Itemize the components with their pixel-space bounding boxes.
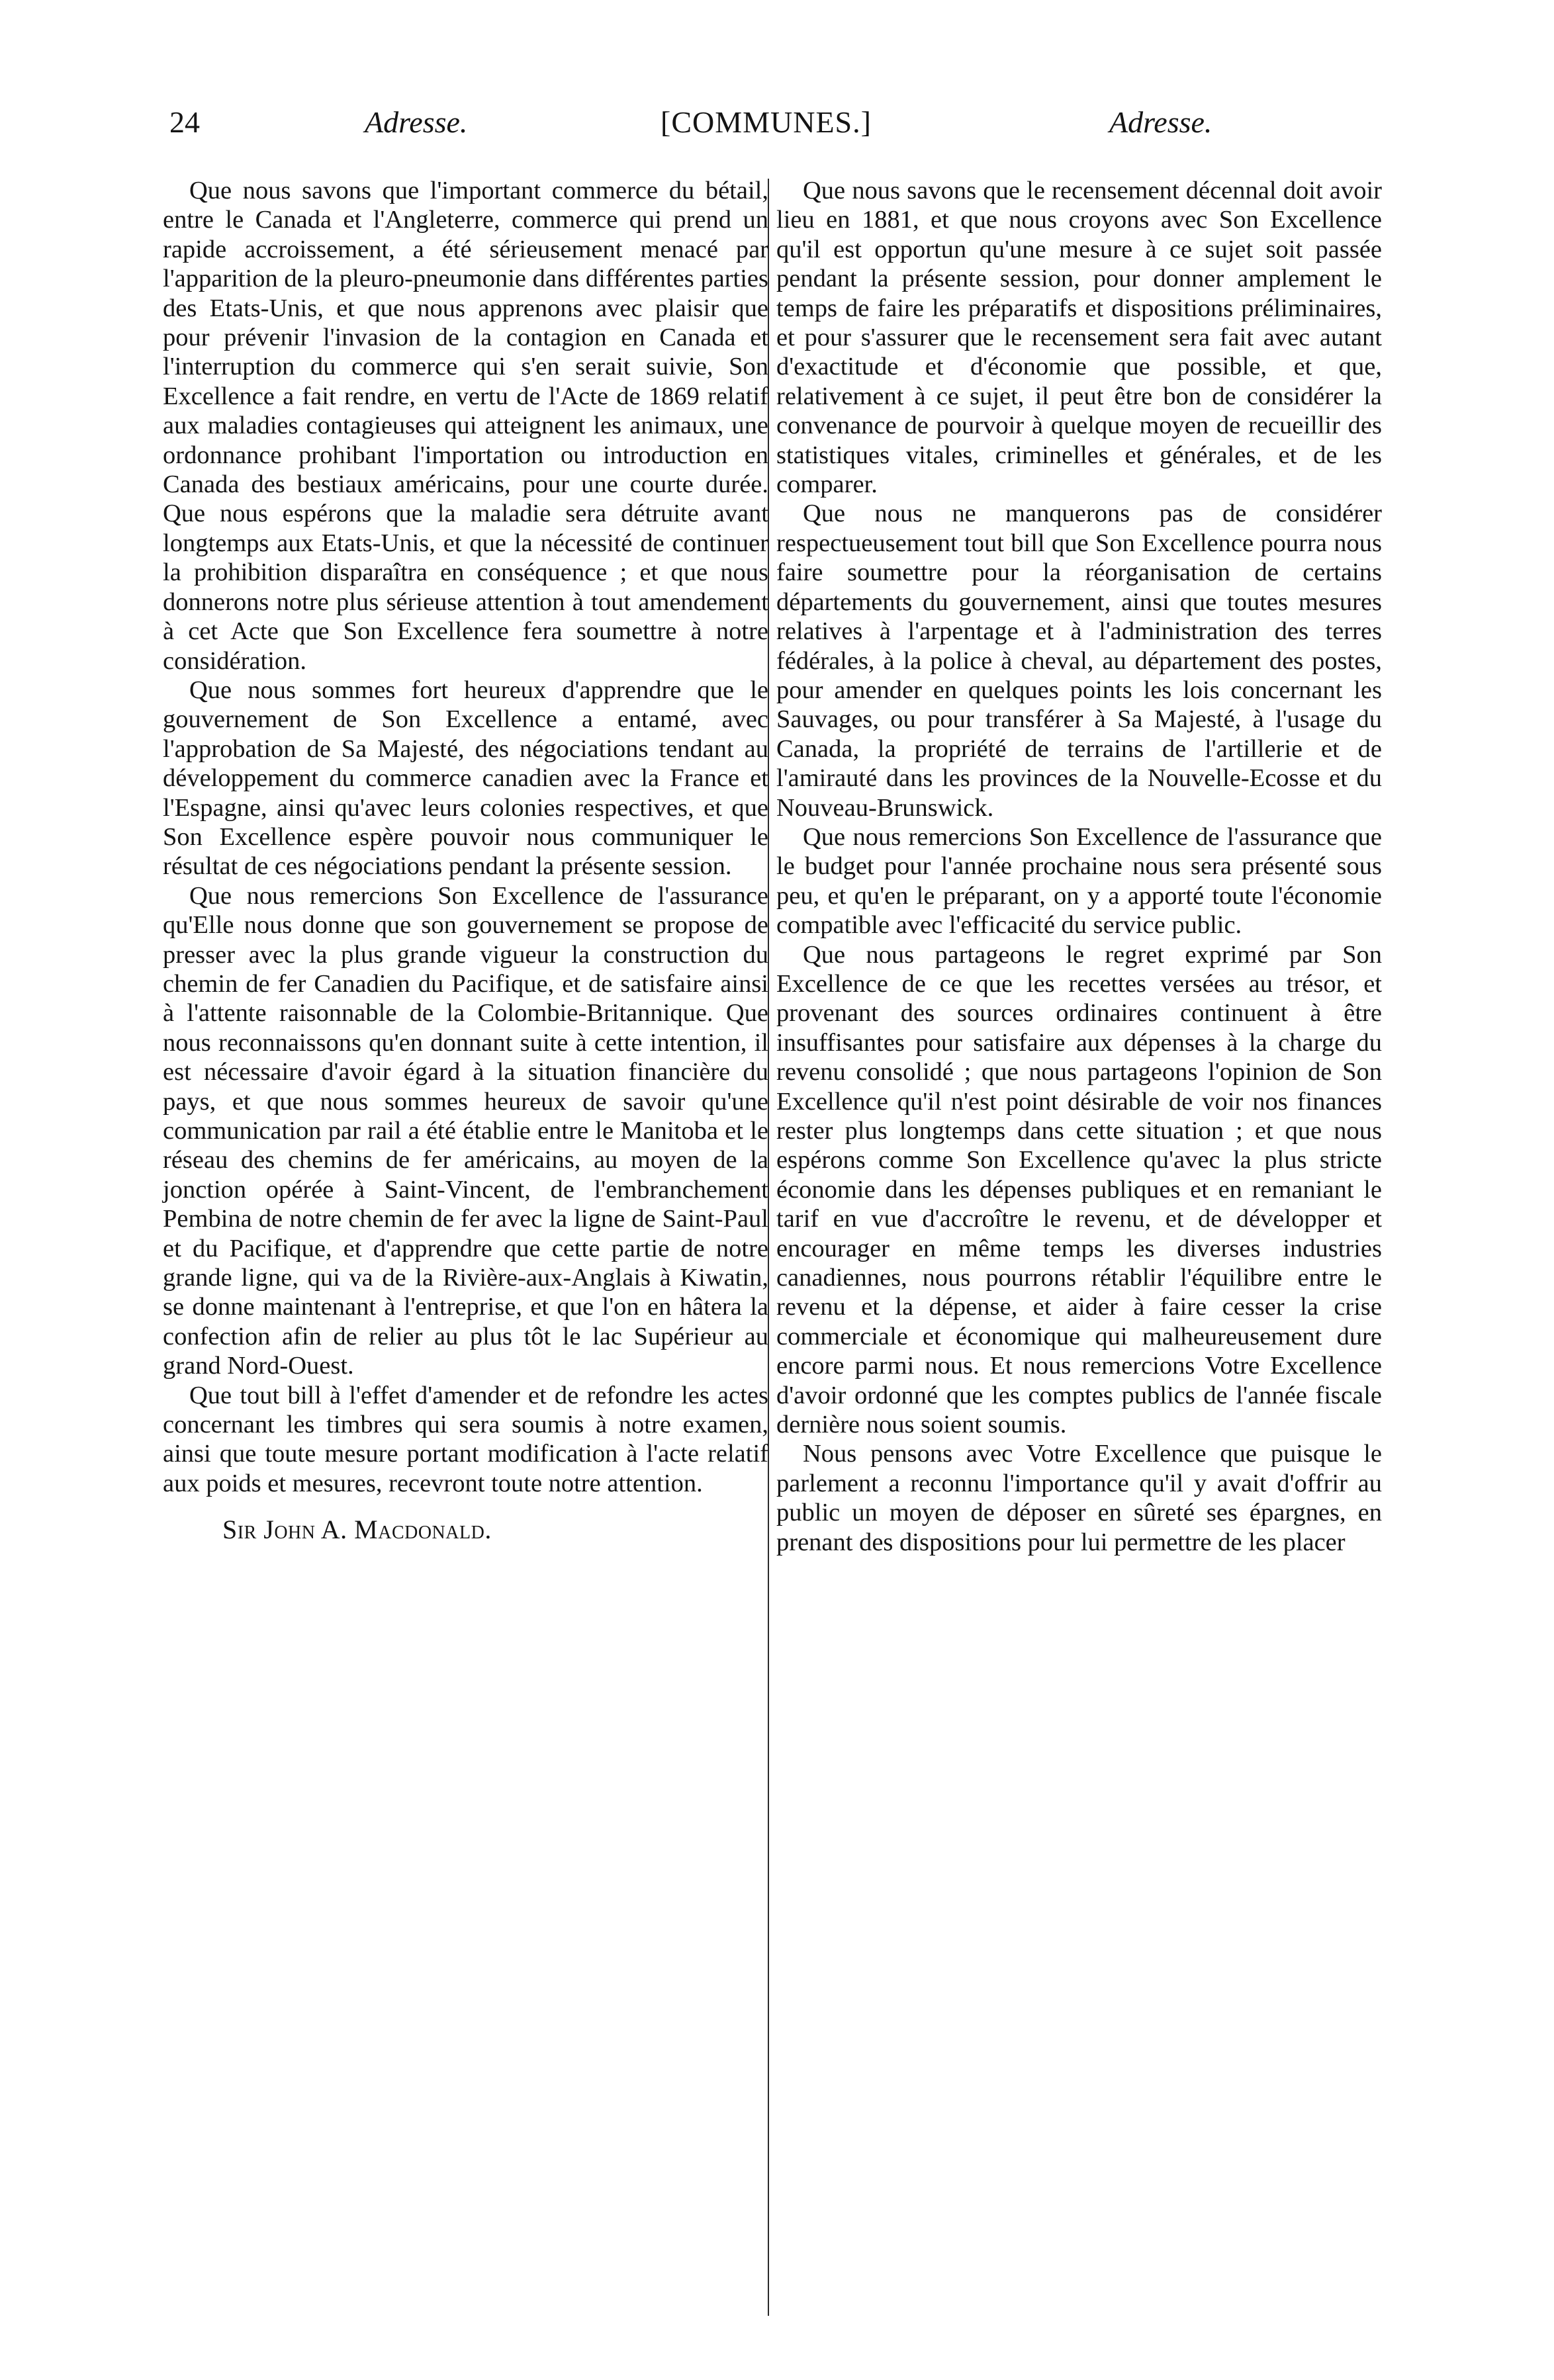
signature: Sir John A. Macdonald. <box>222 1515 492 1545</box>
page-number: 24 <box>169 105 200 139</box>
paragraph: Que nous savons que l'important commerce du bétail, entre le Canada et l'Angleterre, commerce qui prend un rapide accroissement, a été sérieusement menacé par l'apparition de la pleuro-pneumonie dans différentes parties des Etats-Unis, et que nous apprenons avec plaisir que pour prévenir l'invasion de la contagion en Canada et l'interruption du commerce qui s'en serait suivie, Son Excellence a fait rendre, en vertu de l'Acte de 1869 relatif aux maladies contagieuses qui atteignent les animaux, une ordonnance prohibant l'importation ou introduction en Canada des bestiaux américains, pour une courte durée. Que nous espérons que la maladie sera détruite avant longtemps aux Etats-Unis, et que la nécessité de continuer la prohibition disparaîtra en conséquence ; et que nous donnerons notre plus sérieuse attention à tout amendement à cet Acte que Son Excellence fera soumettre à notre considération. <box>163 177 768 675</box>
paragraph: Que nous partageons le regret exprimé par Son Excellence de ce que les recettes versées au trésor, et provenant des sources ordinaires continuent à être insuffisantes pour satisfaire aux dépenses à la charge du revenu consolidé ; que nous partageons l'opinion de Son Excellence qu'il n'est point désirable de voir nos finances rester plus longtemps dans cette situation ; et que nous espérons comme Son Excellence qu'avec la plus stricte économie dans les dépenses publiques et en remaniant le tarif en vue d'accroître le revenu, et de développer et encourager en même temps les diverses industries canadiennes, nous pourrons rétablir l'équilibre entre le revenu et la dépense, et aider à faire cesser la crise commerciale et économique qui malheureusement dure encore parmi nous. Et nous remercions Votre Excellence d'avoir ordonné que les comptes publics de l'année fiscale dernière nous soient soumis. <box>776 940 1382 1439</box>
paragraph: Que nous sommes fort heureux d'apprendre que le gouvernement de Son Excellence a entamé, avec l'approbation de Sa Majesté, des négociations tendant au développement du commerce canadien avec la France et l'Espagne, ainsi qu'avec leurs colonies respectives, et que Son Excellence espère pouvoir nous communiquer le résultat de ces négociations pendant la présente session. <box>163 676 768 881</box>
running-head-right: Adresse. <box>1109 105 1212 139</box>
running-head-left: Adresse. <box>365 105 468 139</box>
paragraph: Que nous remercions Son Excellence de l'assurance qu'Elle nous donne que son gouvernement se propose de presser avec la plus grande vigueur la construction du chemin de fer Canadien du Pacifique, et de satisfaire ainsi à l'attente raisonnable de la Colombie-Britannique. Que nous reconnaissons qu'en donnant suite à cette intention, il est nécessaire d'avoir égard à la situation financière du pays, et que nous sommes heureux de savoir qu'une communication par rail a été établie entre le Manitoba et le réseau des chemins de fer américains, au moyen de la jonction opérée à Saint-Vincent, de l'embranchement Pembina de notre chemin de fer avec la ligne de Saint-Paul et du Pacifique, et d'apprendre que cette partie de notre grande ligne, qui va de la Rivière-aux-Anglais à Kiwatin, se donne maintenant à l'entreprise, et que l'on en hâtera la confection afin de relier au plus tôt le lac Supérieur au grand Nord-Ouest. <box>163 881 768 1380</box>
section-title: [COMMUNES.] <box>661 105 872 139</box>
paragraph: Que tout bill à l'effet d'amender et de refondre les actes concernant les timbres qui sera soumis à notre examen, ainsi que toute mesure portant modification à l'acte relatif aux poids et mesures, recevront toute notre attention. <box>163 1381 768 1497</box>
paragraph: Que nous ne manquerons pas de considérer respectueusement tout bill que Son Excellence pourra nous faire soumettre pour la réorganisation de certains départements du gouvernement, ainsi que toutes mesures relatives à l'arpentage et à l'administration des terres fédérales, à la police à cheval, au département des postes, pour amender en quelques points les lois concernant les Sauvages, ou pour transférer à Sa Majesté, à l'usage du Canada, la propriété de terrains de l'artillerie et de l'amirauté dans les provinces de la Nouvelle-Ecosse et du Nouveau-Brunswick. <box>776 500 1382 822</box>
paragraph: Que nous remercions Son Excellence de l'assurance que le budget pour l'année prochaine nous sera présenté sous peu, et qu'en le préparant, on y a apporté toute l'économie compatible avec l'efficacité du service public. <box>776 822 1382 940</box>
page-header <box>163 99 1407 146</box>
paragraph: Nous pensons avec Votre Excellence que puisque le parlement a reconnu l'importance qu'il y avait d'offrir au public un moyen de déposer en sûreté ses épargnes, en prenant des dispositions pour lui permettre de les placer <box>776 1440 1382 1556</box>
left-column <box>163 176 768 1545</box>
paragraph: Que nous savons que le recensement décennal doit avoir lieu en 1881, et que nous croyons avec Son Excellence qu'il est opportun qu'une mesure à ce sujet soit passée pendant la présente session, pour donner amplement le temps de faire les préparatifs et dispositions préliminaires, et pour s'assurer que le recensement sera fait avec autant d'exactitude et d'économie que possible, et que, relativement à ce sujet, il peut être bon de considérer la convenance de pourvoir à quelque moyen de recueillir des statistiques vitales, criminelles et générales, et de les comparer. <box>776 177 1382 499</box>
right-column <box>776 176 1382 1557</box>
